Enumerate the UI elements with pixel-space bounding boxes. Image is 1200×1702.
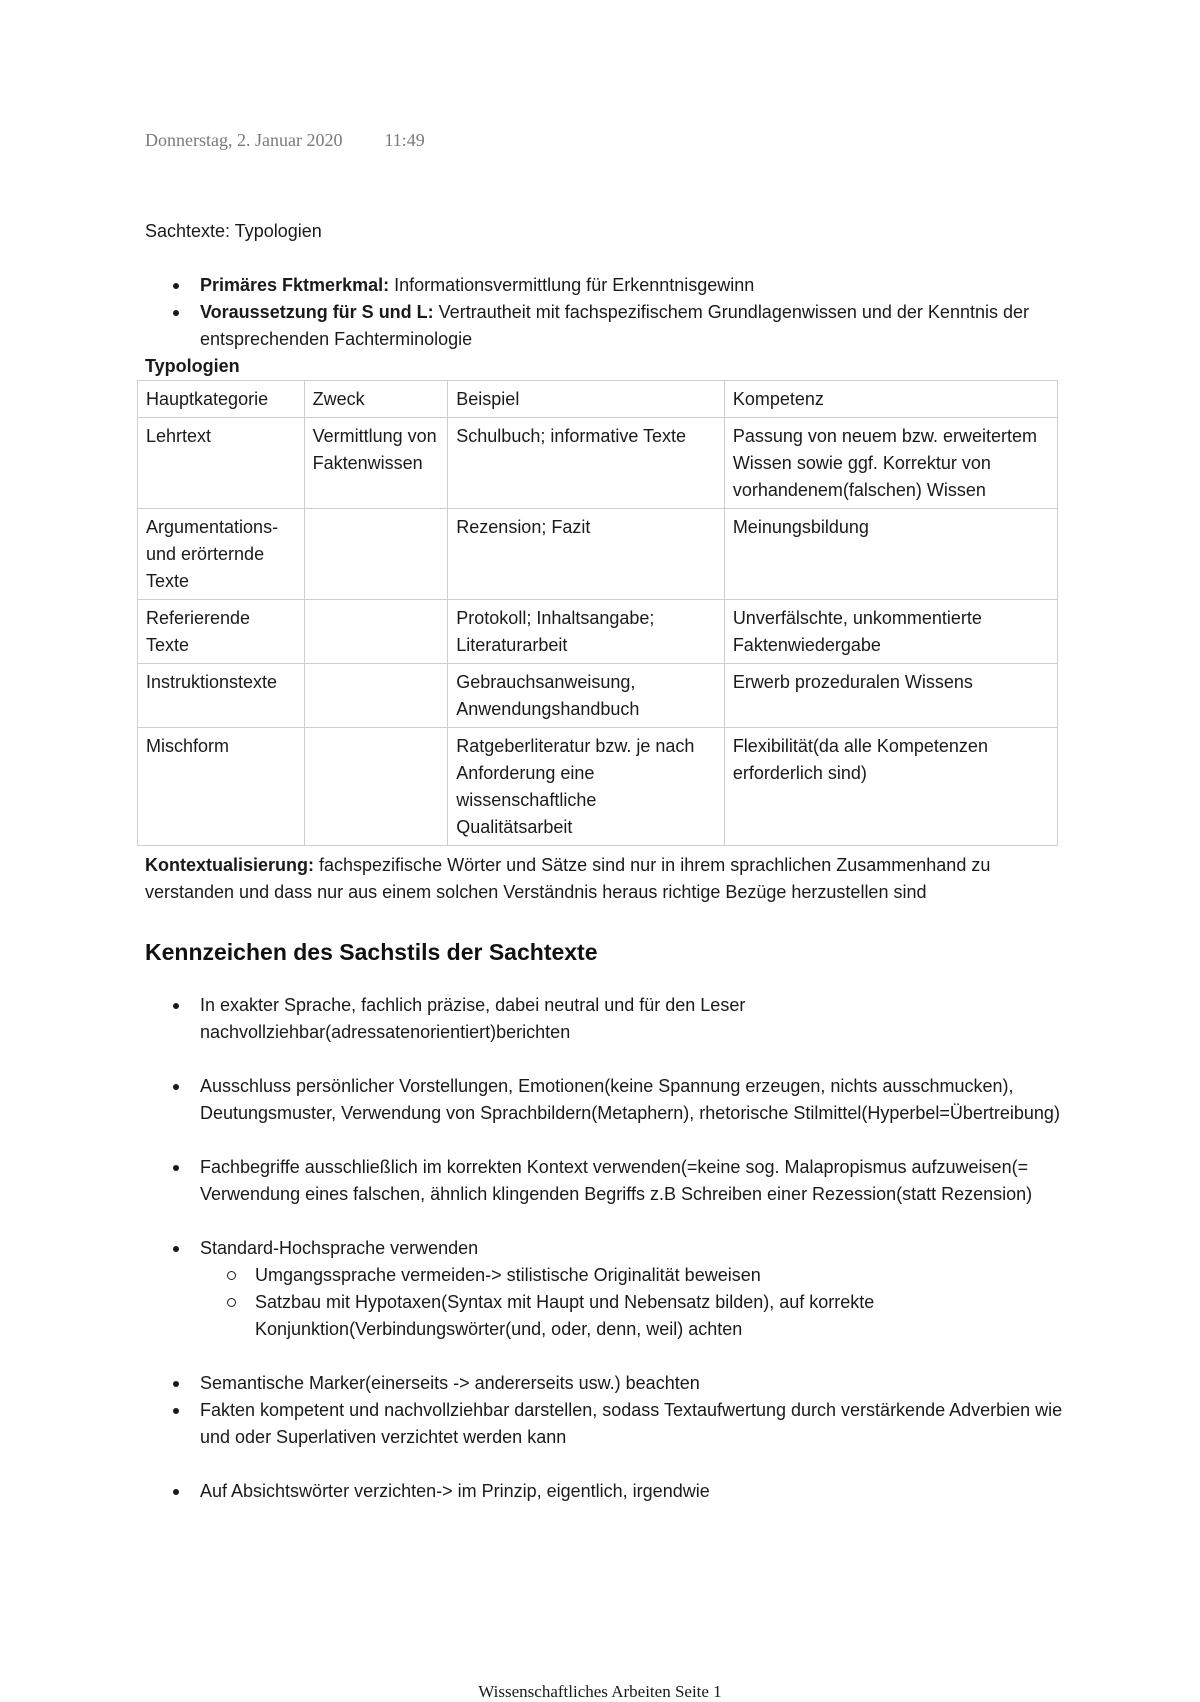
page-content [145,218,1065,1505]
typologien-heading: Typologien [145,356,240,376]
list-item: Ausschluss persönlicher Vorstellungen, Emotionen(keine Spannung erzeugen, nichts ausschmucken), Deutungsmuster, Verwendung von Sprachbildern(Metaphern), rhetorische Stilmittel(Hyperbel=Übertreibung) [145,1073,1065,1127]
table-header-cell: Kompetenz [724,381,1057,418]
section-heading: Kennzeichen des Sachstils der Sachtexte [145,939,598,965]
table-header-cell: Beispiel [448,381,725,418]
sub-list-item: Satzbau mit Hypotaxen(Syntax mit Haupt und Nebensatz bilden), auf korrekte Konjunktion(Verbindungswörter(und, oder, denn, weil) achten [145,1289,1065,1343]
table-row [138,728,1058,846]
table-cell: Flexibilität(da alle Kompetenzen erforderlich sind) [724,728,1057,846]
table-header-cell: Zweck [304,381,448,418]
table-cell: Passung von neuem bzw. erweitertem Wissen sowie ggf. Korrektur von vorhandenem(falschen) Wissen [724,418,1057,509]
table-row [138,664,1058,728]
list-item [145,299,1065,353]
list-gap [145,1451,1065,1478]
bullet-label: Primäres Fktmerkmal: [200,275,390,295]
table-header-row [138,381,1058,418]
sub-list [200,1262,1065,1343]
list-gap [145,1343,1065,1370]
list-gap [145,1046,1065,1073]
table-row [138,509,1058,600]
table-cell: Lehrtext [138,418,305,509]
note-date-line [145,130,425,151]
table-cell: Protokoll; Inhaltsangabe; Literaturarbeit [448,600,725,664]
list-item: Fachbegriffe ausschließlich im korrekten Kontext verwenden(=keine sog. Malapropismus aufzuweisen(= Verwendung eines falschen, ähnlich klingenden Begriffs z.B Schreiben einer Rezession(statt Rezension) [145,1154,1065,1208]
table-row [138,418,1058,509]
list-item [145,1235,1065,1343]
bullet-text: Informationsvermittlung für Erkenntnisgewinn [389,275,755,295]
table-cell [304,509,448,600]
kontextualisierung-paragraph [145,852,1065,906]
intro-list [145,272,1065,353]
kontext-label: Kontextualisierung: [145,855,315,875]
table-cell: Vermittlung von Faktenwissen [304,418,448,509]
table-cell: Meinungsbildung [724,509,1057,600]
table-cell: Ratgeberliteratur bzw. je nach Anforderung eine wissenschaftliche Qualitätsarbeit [448,728,725,846]
list-item: In exakter Sprache, fachlich präzise, dabei neutral und für den Leser nachvollziehbar(adressatenorientiert)berichten [145,992,1065,1046]
table-cell: Argumentations- und erörternde Texte [138,509,305,600]
kontext-text: fachspezifische Wörter und Sätze sind nur in ihrem sprachlichen Zusammenhand zu verstanden und dass nur aus einem solchen Verständnis heraus richtige Bezüge herzustellen sind [145,855,991,902]
table-row [138,600,1058,664]
list-item: Fakten kompetent und nachvollziehbar darstellen, sodass Textaufwertung durch verstärkende Adverbien wie und oder Superlativen verzichtet werden kann [145,1397,1065,1451]
table-cell: Unverfälschte, unkommentierte Faktenwiedergabe [724,600,1057,664]
table-cell: Erwerb prozeduralen Wissens [724,664,1057,728]
table-cell: Schulbuch; informative Texte [448,418,725,509]
list-item: Auf Absichtswörter verzichten-> im Prinzip, eigentlich, irgendwie [145,1478,1065,1505]
list-item: Semantische Marker(einerseits -> andererseits usw.) beachten [145,1370,1065,1397]
list-item-text: Standard-Hochsprache verwenden [200,1238,479,1258]
kennzeichen-list [145,992,1065,1505]
table-cell [304,664,448,728]
note-time: 11:49 [384,130,425,150]
table-cell [304,728,448,846]
sub-list-item: Umgangssprache vermeiden-> stilistische Originalität beweisen [145,1262,1065,1289]
table-cell [304,600,448,664]
table-header-cell: Hauptkategorie [138,381,305,418]
page-footer: Wissenschaftliches Arbeiten Seite 1 [478,1682,722,1701]
list-item [145,272,1065,299]
table-cell: Gebrauchsanweisung, Anwendungshandbuch [448,664,725,728]
bullet-label: Voraussetzung für S und L: [200,302,434,322]
table-cell: Mischform [138,728,305,846]
note-date: Donnerstag, 2. Januar 2020 [145,130,343,150]
list-gap [145,1208,1065,1235]
table-cell: Instruktionstexte [138,664,305,728]
page-title: Sachtexte: Typologien [145,221,322,241]
table-cell: Rezension; Fazit [448,509,725,600]
list-gap [145,1127,1065,1154]
typologien-table [137,380,1058,846]
table-cell: Referierende Texte [138,600,305,664]
bullet-text: Vertrautheit mit fachspezifischem Grundlagenwissen und der Kenntnis der entsprechenden Fachterminologie [200,302,1029,349]
